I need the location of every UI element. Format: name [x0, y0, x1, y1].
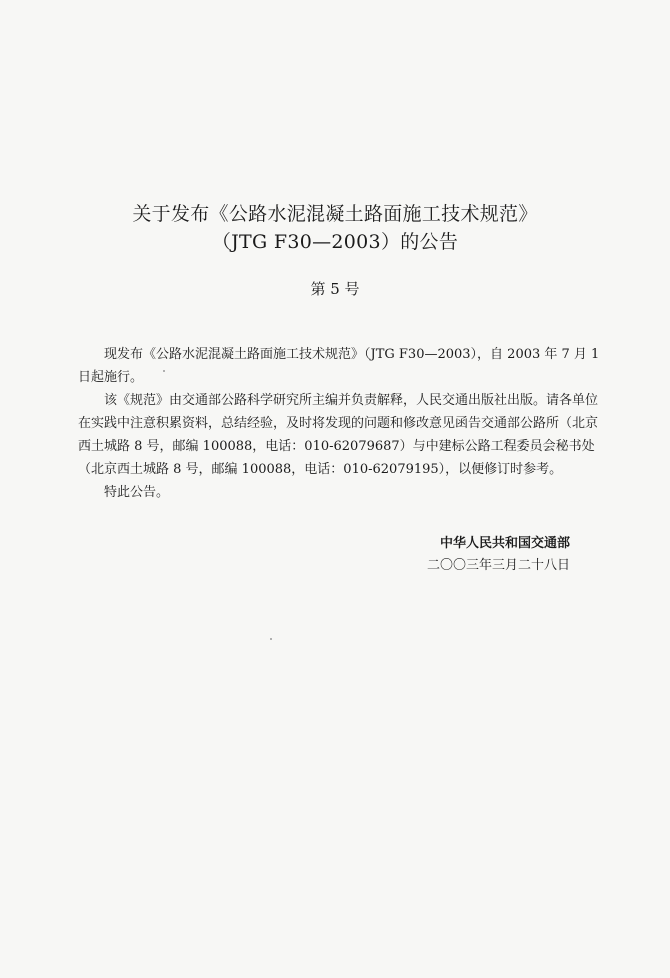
- document-body: [78, 343, 606, 504]
- signature-block: [427, 533, 570, 577]
- announcement-number: 第 5 号: [310, 280, 360, 298]
- scan-speck: [270, 638, 272, 640]
- document-title-line2: （JTG F30—2003）的公告: [211, 231, 459, 253]
- paragraph-2: 该《规范》由交通部公路科学研究所主编并负责解释，人民交通出版社出版。请各单位在实践中注意积累资料，总结经验，及时将发现的问题和修改意见函告交通部公路所（北京西土城路 8 号，邮编 100088，电话：010-62079687）与中建标公路工程委员会秘书处（北京西土城路 8 号，邮编 100088，电话：010-62079195），以便修订时参考。: [78, 393, 599, 477]
- signature-organization: 中华人民共和国交通部: [439, 536, 570, 551]
- signature-date: 二〇〇三年三月二十八日: [426, 558, 570, 573]
- paragraph-1: 现发布《公路水泥混凝土路面施工技术规范》（JTG F30—2003），自 2003 年 7 月 1 日起施行。: [78, 347, 600, 385]
- scan-speck: [163, 370, 165, 372]
- paragraph-3: 特此公告。: [104, 485, 170, 500]
- document-title-line1: 关于发布《公路水泥混凝土路面施工技术规范》: [132, 203, 538, 225]
